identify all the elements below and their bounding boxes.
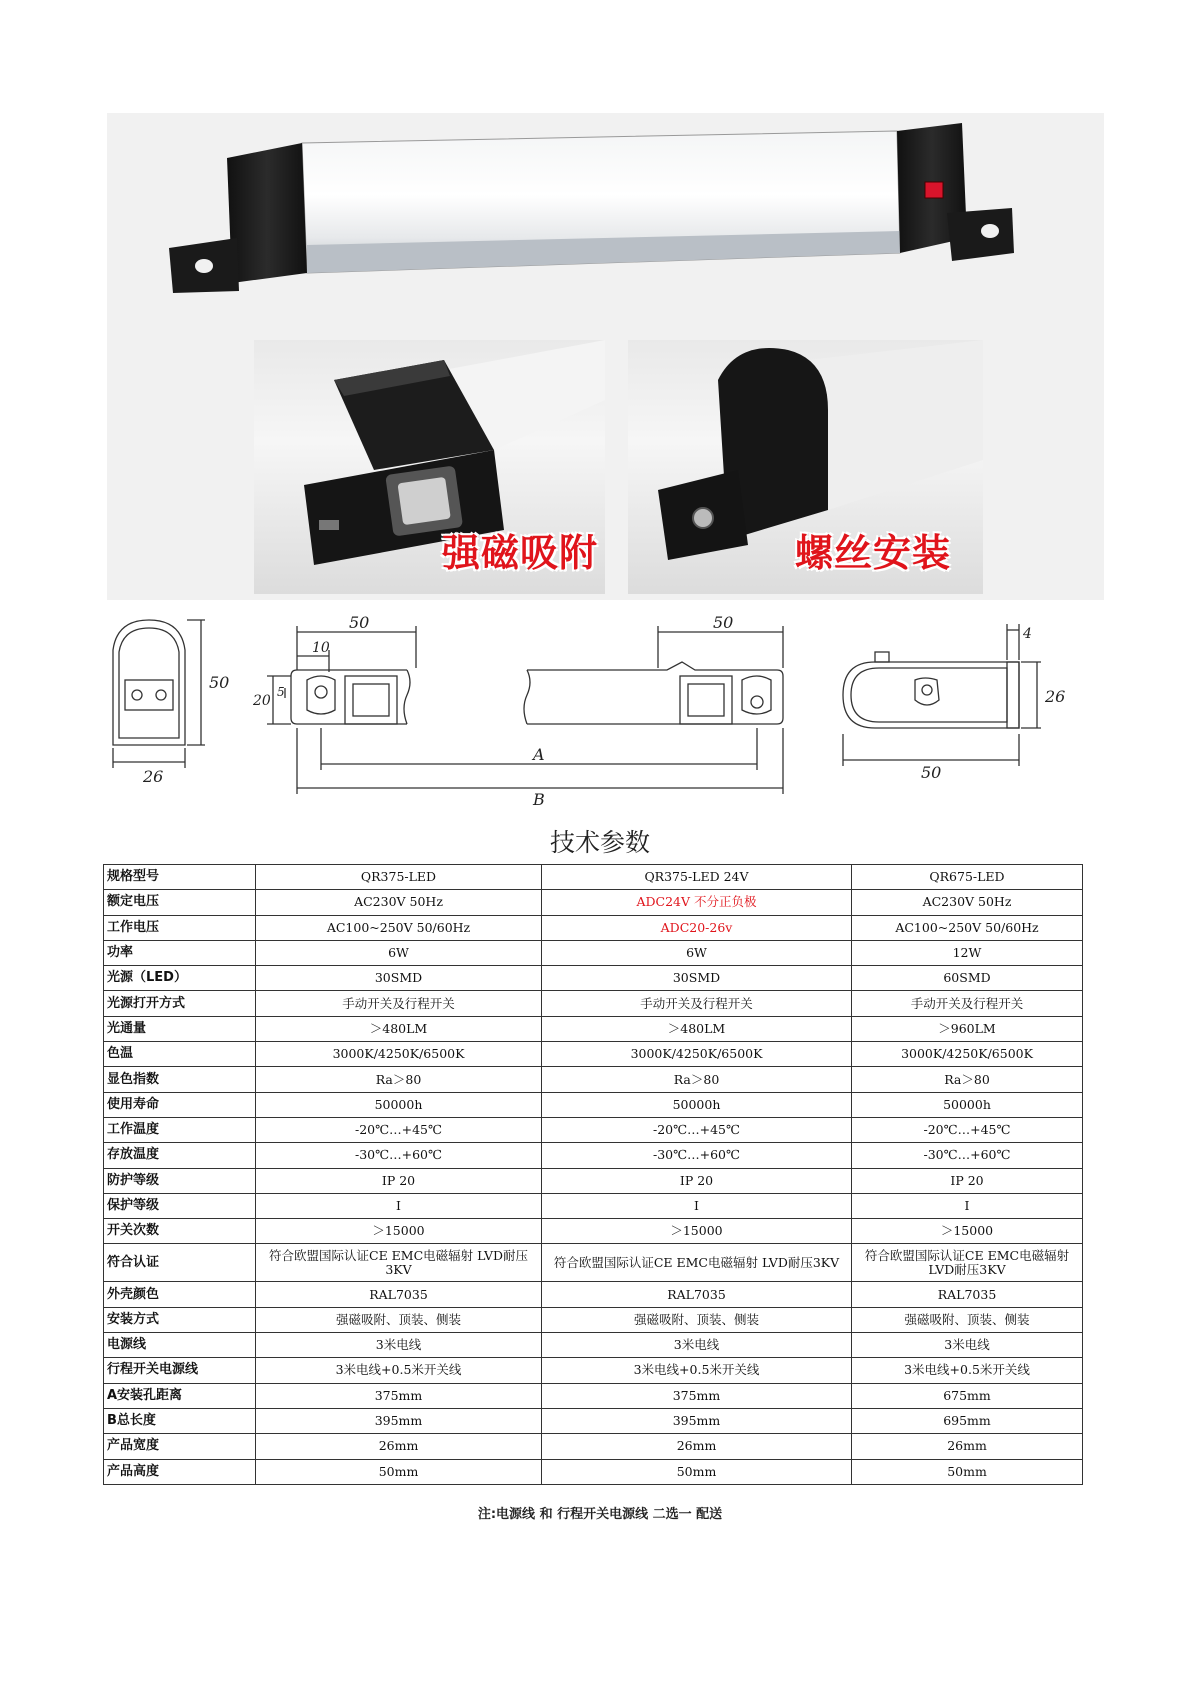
table-row <box>104 915 1083 940</box>
cell-qr675-led: AC230V 50Hz <box>852 890 1083 915</box>
cell-qr675-led: IP 20 <box>852 1168 1083 1193</box>
cell-qr675-led: 符合欧盟国际认证CE EMC电磁辐射 LVD耐压3KV <box>852 1244 1083 1282</box>
row-label: 产品宽度 <box>104 1434 256 1459</box>
row-label: 电源线 <box>104 1333 256 1358</box>
cell-qr375-led: IP 20 <box>256 1168 542 1193</box>
table-row <box>104 1193 1083 1218</box>
table-row <box>104 865 1083 890</box>
cell-qr375-led: 3000K/4250K/6500K <box>256 1042 542 1067</box>
row-label: 保护等级 <box>104 1193 256 1218</box>
row-label: 外壳颜色 <box>104 1282 256 1307</box>
cell-qr375-led-24v: 3000K/4250K/6500K <box>542 1042 852 1067</box>
cell-qr375-led-24v: 强磁吸附、顶装、侧装 <box>542 1307 852 1332</box>
row-label: 额定电压 <box>104 890 256 915</box>
row-label: 工作温度 <box>104 1117 256 1142</box>
cell-qr375-led: AC100~250V 50/60Hz <box>256 915 542 940</box>
cell-qr375-led: 6W <box>256 940 542 965</box>
cell-qr375-led: 26mm <box>256 1434 542 1459</box>
cell-qr375-led: RAL7035 <box>256 1282 542 1307</box>
cell-qr375-led-24v: Ra＞80 <box>542 1067 852 1092</box>
cell-qr675-led: 手动开关及行程开关 <box>852 991 1083 1016</box>
cell-qr375-led-24v: QR375-LED 24V <box>542 865 852 890</box>
cell-qr675-led: ＞960LM <box>852 1016 1083 1041</box>
cell-qr375-led-24v: ＞480LM <box>542 1016 852 1041</box>
table-row <box>104 1282 1083 1307</box>
cell-qr375-led-24v: 6W <box>542 940 852 965</box>
end-view-drawing <box>843 624 1041 766</box>
cell-qr375-led-24v: 50mm <box>542 1459 852 1484</box>
cell-qr675-led: RAL7035 <box>852 1282 1083 1307</box>
cell-qr675-led: 675mm <box>852 1383 1083 1408</box>
cell-qr375-led: ＞15000 <box>256 1219 542 1244</box>
row-label: 使用寿命 <box>104 1092 256 1117</box>
dim-label-b: B <box>533 790 545 809</box>
cell-qr375-led-24v: ADC20-26v <box>542 915 852 940</box>
dim-label-a: A <box>533 745 545 764</box>
dim-side-height: 50 <box>209 673 230 692</box>
cell-qr675-led: Ra＞80 <box>852 1067 1083 1092</box>
cell-qr375-led-24v: ＞15000 <box>542 1219 852 1244</box>
row-label: 符合认证 <box>104 1244 256 1282</box>
row-label: B总长度 <box>104 1408 256 1433</box>
cell-qr375-led: Ra＞80 <box>256 1067 542 1092</box>
cell-qr375-led-24v: 3米电线+0.5米开关线 <box>542 1358 852 1383</box>
cell-qr375-led: AC230V 50Hz <box>256 890 542 915</box>
row-label: A安装孔距离 <box>104 1383 256 1408</box>
row-label: 防护等级 <box>104 1168 256 1193</box>
screw-mount-caption: 螺丝安装 <box>795 531 952 575</box>
cell-qr675-led: -30℃…+60℃ <box>852 1143 1083 1168</box>
table-row <box>104 1358 1083 1383</box>
cell-qr375-led-24v: 395mm <box>542 1408 852 1433</box>
cell-qr375-led: 50mm <box>256 1459 542 1484</box>
row-label: 安装方式 <box>104 1307 256 1332</box>
cell-qr375-led-24v: 3米电线 <box>542 1333 852 1358</box>
cell-qr375-led: 395mm <box>256 1408 542 1433</box>
cell-qr375-led-24v: 符合欧盟国际认证CE EMC电磁辐射 LVD耐压3KV <box>542 1244 852 1282</box>
table-row <box>104 1042 1083 1067</box>
row-label: 规格型号 <box>104 865 256 890</box>
technical-drawings <box>107 610 1087 810</box>
cell-qr375-led-24v: ADC24V 不分正负极 <box>542 890 852 915</box>
cell-qr375-led: 375mm <box>256 1383 542 1408</box>
cell-qr675-led: 50mm <box>852 1459 1083 1484</box>
magnet-mount-caption: 强磁吸附 <box>442 531 599 575</box>
cell-qr375-led-24v: -20℃…+45℃ <box>542 1117 852 1142</box>
dim-top-10: 10 <box>312 640 330 656</box>
cell-qr375-led: 强磁吸附、顶装、侧装 <box>256 1307 542 1332</box>
table-row <box>104 1168 1083 1193</box>
row-label: 存放温度 <box>104 1143 256 1168</box>
row-label: 行程开关电源线 <box>104 1358 256 1383</box>
spec-table <box>103 864 1083 1485</box>
table-row <box>104 1434 1083 1459</box>
magnet-mount-photo <box>254 340 605 594</box>
row-label: 功率 <box>104 940 256 965</box>
cell-qr375-led: 30SMD <box>256 966 542 991</box>
cell-qr375-led-24v: I <box>542 1193 852 1218</box>
cell-qr675-led: 3000K/4250K/6500K <box>852 1042 1083 1067</box>
cell-qr375-led-24v: 375mm <box>542 1383 852 1408</box>
cell-qr675-led: ＞15000 <box>852 1219 1083 1244</box>
cell-qr375-led: 手动开关及行程开关 <box>256 991 542 1016</box>
side-profile-drawing <box>113 620 205 768</box>
rocker-switch-icon <box>925 182 943 198</box>
row-label: 光通量 <box>104 1016 256 1041</box>
cell-qr375-led-24v: -30℃…+60℃ <box>542 1143 852 1168</box>
cell-qr675-led: QR675-LED <box>852 865 1083 890</box>
dim-end-50: 50 <box>921 763 942 782</box>
cell-qr375-led: ＞480LM <box>256 1016 542 1041</box>
row-label: 光源（LED） <box>104 966 256 991</box>
dim-end-26: 26 <box>1045 687 1066 706</box>
lamp-main-photo <box>107 113 1104 340</box>
cell-qr675-led: AC100~250V 50/60Hz <box>852 915 1083 940</box>
cell-qr675-led: 3米电线 <box>852 1333 1083 1358</box>
screw-icon <box>693 508 713 528</box>
cell-qr375-led: 50000h <box>256 1092 542 1117</box>
screw-mount-photo <box>628 340 983 594</box>
table-row <box>104 966 1083 991</box>
table-row <box>104 940 1083 965</box>
row-label: 光源打开方式 <box>104 991 256 1016</box>
table-row <box>104 1219 1083 1244</box>
cell-qr375-led: 3米电线 <box>256 1333 542 1358</box>
table-row <box>104 1244 1083 1282</box>
table-row <box>104 1408 1083 1433</box>
top-view-drawing <box>267 626 783 794</box>
cell-qr375-led-24v: IP 20 <box>542 1168 852 1193</box>
cell-qr375-led-24v: RAL7035 <box>542 1282 852 1307</box>
row-label: 产品高度 <box>104 1459 256 1484</box>
dim-top-5: 5 <box>277 685 285 699</box>
footnote: 注:电源线 和 行程开关电源线 二选一 配送 <box>477 1507 723 1522</box>
cell-qr675-led: 强磁吸附、顶装、侧装 <box>852 1307 1083 1332</box>
dim-top-right-50: 50 <box>713 613 734 632</box>
dim-top-20: 20 <box>253 693 271 709</box>
cell-qr675-led: 50000h <box>852 1092 1083 1117</box>
cell-qr675-led: -20℃…+45℃ <box>852 1117 1083 1142</box>
table-row <box>104 890 1083 915</box>
cell-qr375-led-24v: 50000h <box>542 1092 852 1117</box>
table-row <box>104 1459 1083 1484</box>
cell-qr375-led: I <box>256 1193 542 1218</box>
cell-qr675-led: 695mm <box>852 1408 1083 1433</box>
table-row <box>104 1333 1083 1358</box>
cell-qr375-led: -20℃…+45℃ <box>256 1117 542 1142</box>
cell-qr375-led: -30℃…+60℃ <box>256 1143 542 1168</box>
cell-qr375-led: 符合欧盟国际认证CE EMC电磁辐射 LVD耐压3KV <box>256 1244 542 1282</box>
row-label: 开关次数 <box>104 1219 256 1244</box>
cell-qr375-led: 3米电线+0.5米开关线 <box>256 1358 542 1383</box>
table-row <box>104 1067 1083 1092</box>
row-label: 显色指数 <box>104 1067 256 1092</box>
table-row <box>104 1383 1083 1408</box>
cell-qr675-led: 12W <box>852 940 1083 965</box>
table-row <box>104 1307 1083 1332</box>
product-photo-panel <box>107 113 1104 600</box>
cell-qr375-led-24v: 26mm <box>542 1434 852 1459</box>
row-label: 色温 <box>104 1042 256 1067</box>
cell-qr675-led: 3米电线+0.5米开关线 <box>852 1358 1083 1383</box>
dim-side-width: 26 <box>143 767 164 786</box>
cell-qr375-led-24v: 手动开关及行程开关 <box>542 991 852 1016</box>
cell-qr675-led: I <box>852 1193 1083 1218</box>
table-row <box>104 1092 1083 1117</box>
cell-qr675-led: 26mm <box>852 1434 1083 1459</box>
cell-qr375-led: QR375-LED <box>256 865 542 890</box>
cell-qr375-led-24v: 30SMD <box>542 966 852 991</box>
dim-end-4: 4 <box>1023 626 1032 642</box>
cell-qr675-led: 60SMD <box>852 966 1083 991</box>
table-row <box>104 1117 1083 1142</box>
row-label: 工作电压 <box>104 915 256 940</box>
dim-top-left-50: 50 <box>349 613 370 632</box>
table-row <box>104 1143 1083 1168</box>
table-row <box>104 991 1083 1016</box>
table-row <box>104 1016 1083 1041</box>
spec-table-title: 技术参数 <box>549 828 650 857</box>
